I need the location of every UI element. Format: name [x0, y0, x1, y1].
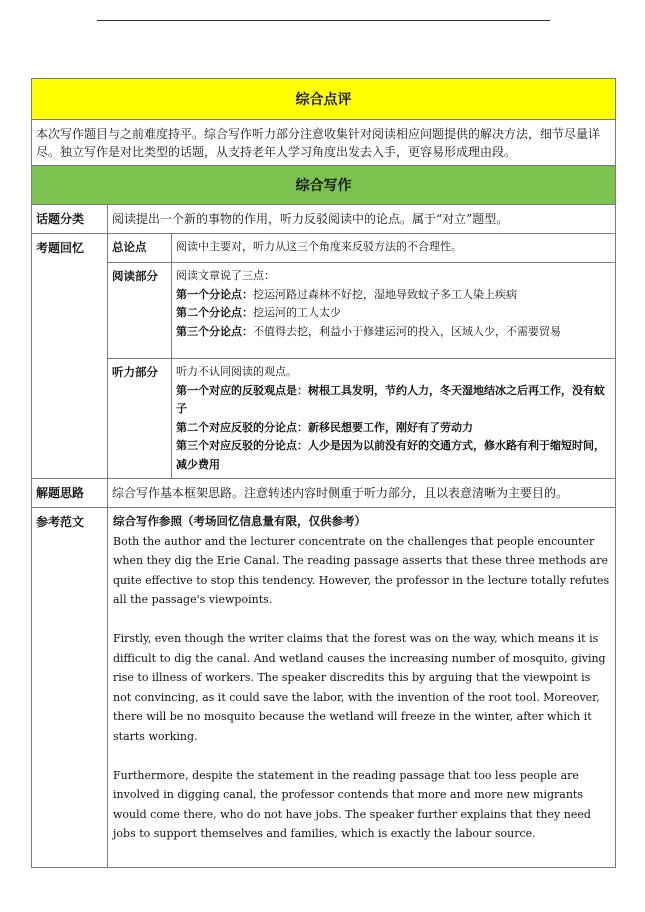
- overview-label: 总论点: [108, 234, 172, 263]
- essay-paragraph: Both the author and the lecturer concentrate on the challenges that people encounter when they dig the Erie Canal. The reading passage asserts that these three methods are quite effective to stop this tendency. However, the professor in the lecture totally refutes all the passage's viewpoints.: [113, 534, 610, 606]
- reading-intro: 阅读文章说了三点：: [176, 269, 275, 282]
- overview-text: 阅读中主要对，听力从这三个角度来反驳方法的不合理性。: [172, 234, 616, 263]
- listening-points: [172, 359, 616, 479]
- listening-intro: 听力不认同阅读的观点。: [176, 365, 297, 378]
- sample-title: 综合写作参照（考场回忆信息量有限，仅供参考）: [113, 514, 366, 528]
- listening-point: 第一个对应的反驳观点是：树根工具发明，节约人力，冬天湿地结冰之后再工作，没有蚊子: [176, 383, 605, 415]
- summary-table: [31, 78, 616, 868]
- reading-point: 第三个分论点：不值得去挖，利益小于修建运河的投入，区域人少，不需要贸易: [176, 324, 561, 338]
- recall-label: 考题回忆: [32, 234, 108, 479]
- approach-text: 综合写作基本框架思路。注意转述内容时侧重于听力部分，且以表意清晰为主要目的。: [108, 479, 616, 508]
- integrated-heading: 综合写作: [32, 166, 616, 205]
- listening-point: 第三个对应反驳的分论点：人少是因为以前没有好的交通方式，修水路有利于缩短时间，减少费用: [176, 439, 605, 471]
- reading-label: 阅读部分: [108, 263, 172, 359]
- reading-points: [172, 263, 616, 359]
- essay-paragraph: Furthermore, despite the statement in the reading passage that too less people are involved in digging canal, the professor contends that more and more new migrants would come there, who do not have jobs. The speaker further explains that they need jobs to support themselves and families, which is exactly the labour source.: [113, 768, 591, 840]
- reading-point: 第二个分论点：挖运河的工人太少: [176, 306, 341, 319]
- header-rule: [97, 20, 550, 21]
- sample-essay: [108, 508, 616, 868]
- category-text: 阅读提出一个新的事物的作用，听力反驳阅读中的论点。属于“对立”题型。: [108, 205, 616, 234]
- sample-label: 参考范文: [32, 508, 108, 868]
- category-label: 话题分类: [32, 205, 108, 234]
- essay-paragraph: Firstly, even though the writer claims that the forest was on the way, which means it is difficult to dig the canal. And wetland causes the increasing number of mosquito, giving rise to illness of workers. The speaker discredits this by arguing that the viewpoint is not convincing, as it could save the labor, with the invention of the root tool. Moreover, there will be no mosquito because the wetland will freeze in the winter, after which it starts working.: [113, 632, 606, 743]
- approach-label: 解题思路: [32, 479, 108, 508]
- listening-point: 第二个对应反驳的分论点：新移民想要工作，刚好有了劳动力: [176, 420, 473, 434]
- review-heading: 综合点评: [32, 79, 616, 120]
- listening-label: 听力部分: [108, 359, 172, 479]
- reading-point: 第一个分论点：挖运河路过森林不好挖，湿地导致蚊子多工人染上疾病: [176, 287, 517, 301]
- review-body: 本次写作题目与之前难度持平。综合写作听力部分注意收集针对阅读相应问题提供的解决方法，细节尽量详尽。独立写作是对比类型的话题，从支持老年人学习角度出发去入手，更容易形成理由段。: [32, 120, 616, 166]
